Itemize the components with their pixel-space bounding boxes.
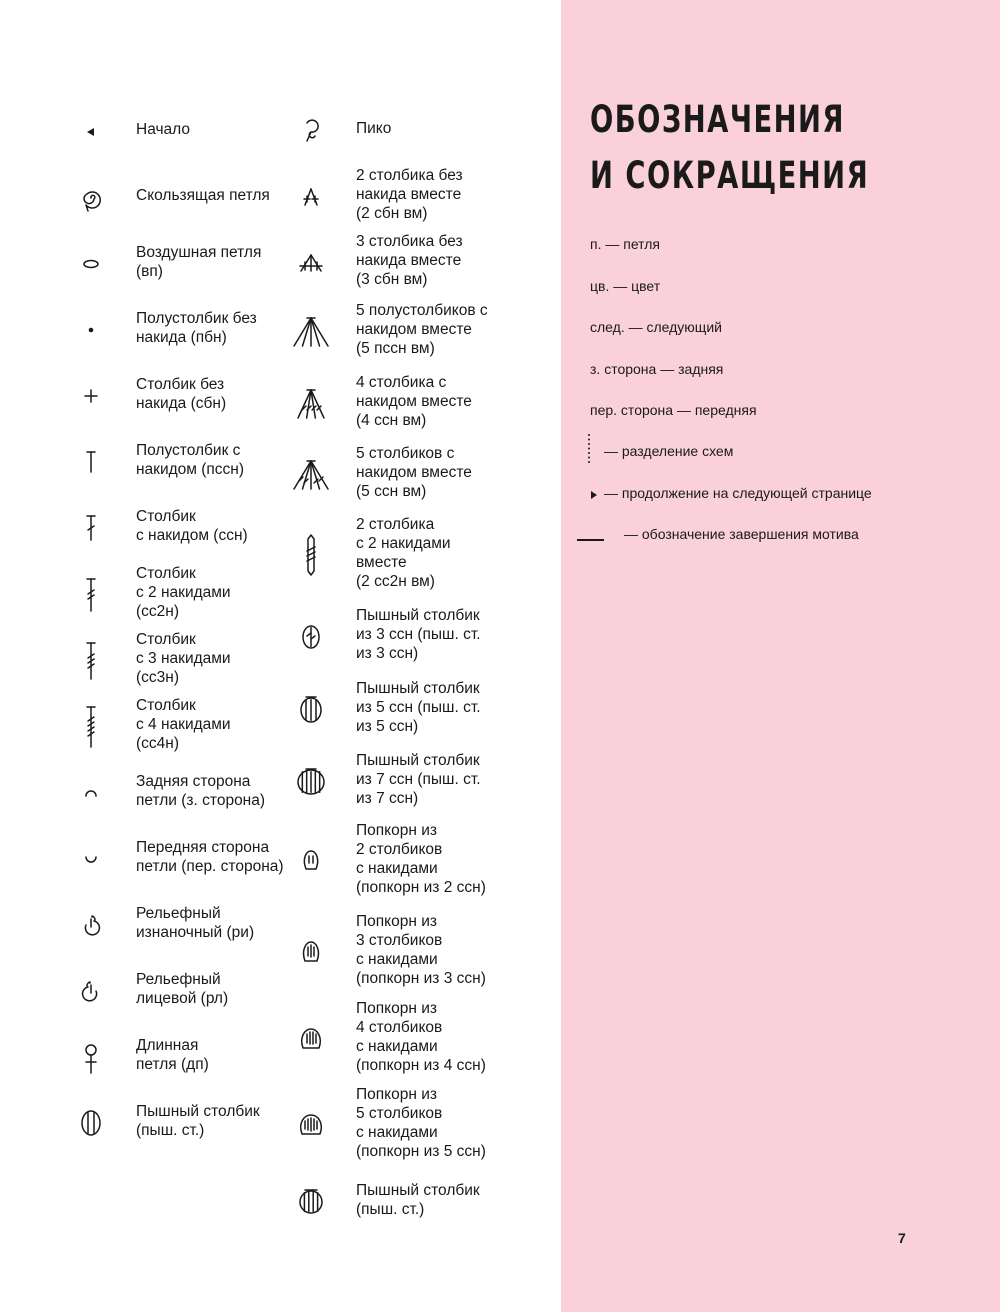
left-symbol-label-line: Воздушная петля [136,244,262,261]
left-symbol-label-line: (пыш. ст.) [136,1122,205,1139]
abbreviation-item: — разделение схем [604,443,734,459]
middle-symbol-label [356,515,451,591]
left-symbol-label-line: (сс4н) [136,735,180,752]
left-symbol-label-line: накидом (пссн) [136,461,245,478]
middle-symbol-label-line: из 5 ссн (пыш. ст. [356,699,481,716]
left-symbol-label [136,375,226,413]
left-symbol-label-line: Столбик без [136,376,225,393]
left-symbol-label-line: Начало [136,121,191,138]
picot-icon [294,109,328,153]
abbreviation-item: з. сторона — задняя [590,361,724,377]
page-number: 7 [898,1230,906,1246]
middle-symbol-label-line: (2 сбн вм) [356,205,428,222]
middle-symbol-label-line: накидом вместе [356,321,472,338]
middle-symbol-label [356,119,391,138]
half-double-crochet-icon [74,440,108,484]
middle-symbol-label-line: 2 столбиков [356,841,443,858]
middle-symbol-label-line: Пышный столбик [356,1182,480,1199]
left-symbol-label-line: Полустолбик с [136,442,241,459]
puff-7dc-icon [294,760,328,804]
middle-symbol-label-line: (5 ссн вм) [356,483,427,500]
left-symbol-label [136,838,284,876]
middle-symbol-label-line: накидом вместе [356,464,472,481]
puff-stitch-large-icon [294,1180,328,1224]
middle-symbol-label-line: (5 пссн вм) [356,340,435,357]
left-symbol-label-line: петли (з. сторона) [136,792,266,809]
middle-symbol-label-line: (попкорн из 4 ссн) [356,1057,486,1074]
left-symbol-label [136,904,254,942]
middle-symbol-label-line: вместе [356,554,407,571]
middle-symbol-label [356,606,481,663]
left-symbol-label-line: изнаночный (ри) [136,924,255,941]
slip-knot-icon [74,176,108,220]
middle-symbol-label-line: Попкорн из [356,913,437,930]
puff-3dc-icon [294,615,328,659]
puff-stitch-icon [74,1101,108,1145]
popcorn-3dc-icon [294,930,328,974]
middle-symbol-label [356,232,463,289]
sc3tog-icon [294,241,328,285]
abbreviation-item: цв. — цвет [590,278,661,294]
start-arrow-icon [74,110,108,154]
tr2tog-icon [294,533,328,577]
middle-symbol-label-line: накида вместе [356,186,462,203]
middle-symbol-label-line: с накидами [356,1124,438,1141]
dotted-line-icon [584,433,594,470]
left-symbol-label-line: Полустолбик без [136,310,257,327]
middle-symbol-label-line: с накидами [356,1038,438,1055]
left-symbol-label-line: Столбик [136,697,196,714]
popcorn-4dc-icon [294,1017,328,1061]
popcorn-5dc-icon [294,1103,328,1147]
middle-symbol-label [356,1181,480,1219]
middle-symbol-label-line: 5 столбиков [356,1105,443,1122]
left-symbol-label-line: лицевой (рл) [136,990,229,1007]
left-symbol-label-line: Задняя сторона [136,773,251,790]
left-symbol-label-line: Рельефный [136,971,221,988]
left-symbol-label [136,507,248,545]
middle-symbol-label-line: с 2 накидами [356,535,451,552]
dc4tog-icon [294,382,328,426]
middle-symbol-label-line: из 5 ссн) [356,718,419,735]
double-crochet-icon [74,506,108,550]
left-symbol-label-line: Передняя сторона [136,839,270,856]
back-post-icon [74,903,108,947]
middle-symbol-label-line: Попкорн из [356,1000,437,1017]
middle-symbol-label-line: 3 столбика без [356,233,463,250]
middle-symbol-label [356,166,463,223]
left-symbol-label-line: (сс2н) [136,603,180,620]
middle-symbol-label-line: 5 полустолбиков с [356,302,488,319]
middle-symbol-label [356,751,481,808]
double-treble-crochet-icon [74,639,108,683]
back-loop-icon [74,771,108,815]
middle-symbol-label-line: Пико [356,120,392,137]
middle-symbol-label-line: Пышный столбик [356,680,480,697]
left-symbol-label-line: накида (сбн) [136,395,227,412]
middle-symbol-label [356,821,486,897]
left-symbol-label [136,441,244,479]
triangle-icon [589,487,599,505]
middle-symbol-label-line: накидом вместе [356,393,472,410]
left-symbol-label-line: Скользящая петля [136,187,270,204]
left-symbol-label-line: накида (пбн) [136,329,227,346]
title-line-2: И СОКРАЩЕНИЯ [590,154,870,197]
left-symbol-label [136,1102,260,1140]
middle-symbol-label-line: из 3 ссн) [356,645,419,662]
middle-symbol-label-line: 4 столбиков [356,1019,443,1036]
middle-symbol-label-line: с накидами [356,951,438,968]
left-symbol-label [136,630,231,687]
left-symbol-label [136,772,265,810]
left-symbol-label-line: с 3 накидами [136,650,231,667]
front-loop-icon [74,837,108,881]
sc2tog-icon [294,175,328,219]
middle-symbol-label-line: 2 столбика [356,516,435,533]
middle-symbol-label [356,999,486,1075]
middle-symbol-label-line: накида вместе [356,252,462,269]
middle-symbol-label-line: 2 столбика без [356,167,463,184]
middle-symbol-label-line: Попкорн из [356,1086,437,1103]
middle-symbol-label-line: 4 столбика с [356,374,447,391]
middle-symbol-label [356,1085,486,1161]
middle-symbol-label-line: из 7 ссн (пыш. ст. [356,771,481,788]
left-symbol-label-line: с накидом (ссн) [136,527,248,544]
middle-symbol-label [356,912,486,988]
middle-symbol-label-line: с накидами [356,860,438,877]
left-symbol-label-line: Столбик [136,565,196,582]
single-crochet-icon [74,374,108,418]
middle-symbol-label-line: Пышный столбик [356,752,480,769]
middle-symbol-label [356,301,488,358]
solid-line-icon [577,530,605,548]
front-post-icon [74,969,108,1013]
middle-symbol-label [356,444,472,501]
popcorn-2dc-icon [294,839,328,883]
left-symbol-label-line: (вп) [136,263,163,280]
left-symbol-label-line: Длинная [136,1037,199,1054]
middle-symbol-label [356,679,481,736]
middle-symbol-label-line: (попкорн из 5 ссн) [356,1143,486,1160]
triple-treble-crochet-icon [74,705,108,749]
abbreviation-item: пер. сторона — передняя [590,402,757,418]
treble-crochet-icon [74,573,108,617]
left-symbol-label-line: Столбик [136,631,196,648]
left-symbol-label [136,564,231,621]
page-title [590,92,869,204]
middle-symbol-label-line: (4 ссн вм) [356,412,427,429]
left-symbol-label-line: (сс3н) [136,669,180,686]
left-symbol-label-line: с 4 накидами [136,716,231,733]
abbreviation-item: след. — следующий [590,319,722,335]
left-symbol-label [136,1036,209,1074]
left-symbol-label [136,970,228,1008]
left-symbol-label-line: Столбик [136,508,196,525]
left-symbol-label [136,186,270,205]
left-symbol-label [136,120,190,139]
abbreviation-item: п. — петля [590,236,661,252]
title-line-1: ОБОЗНАЧЕНИЯ [590,98,845,141]
middle-symbol-label-line: (попкорн из 3 ссн) [356,970,486,987]
middle-symbol-label-line: из 7 ссн) [356,790,419,807]
middle-symbol-label-line: (попкорн из 2 ссн) [356,879,486,896]
middle-symbol-label-line: из 3 ссн (пыш. ст. [356,626,481,643]
middle-symbol-label-line: (2 сс2н вм) [356,573,435,590]
abbreviation-item: — продолжение на следующей странице [604,485,872,501]
left-symbol-label-line: петля (дп) [136,1056,209,1073]
middle-symbol-label-line: (3 сбн вм) [356,271,428,288]
chain-stitch-icon [74,242,108,286]
middle-symbol-label-line: 3 столбиков [356,932,443,949]
middle-symbol-label-line: Пышный столбик [356,607,480,624]
middle-symbol-label-line: Попкорн из [356,822,437,839]
middle-symbol-label [356,373,472,430]
middle-symbol-label-line: (пыш. ст.) [356,1201,425,1218]
puff-5dc-icon [294,688,328,732]
left-symbol-label-line: петли (пер. сторона) [136,858,284,875]
left-symbol-label [136,309,257,347]
long-loop-icon [74,1035,108,1079]
abbreviation-item: — обозначение завершения мотива [624,526,859,542]
left-symbol-label-line: Пышный столбик [136,1103,260,1120]
hdc5tog-icon [294,310,328,354]
left-symbol-label [136,243,261,281]
left-symbol-label [136,696,231,753]
slip-stitch-icon [74,308,108,352]
middle-symbol-label-line: 5 столбиков с [356,445,455,462]
dc5tog-icon [294,453,328,497]
left-symbol-label-line: Рельефный [136,905,221,922]
left-symbol-label-line: с 2 накидами [136,584,231,601]
